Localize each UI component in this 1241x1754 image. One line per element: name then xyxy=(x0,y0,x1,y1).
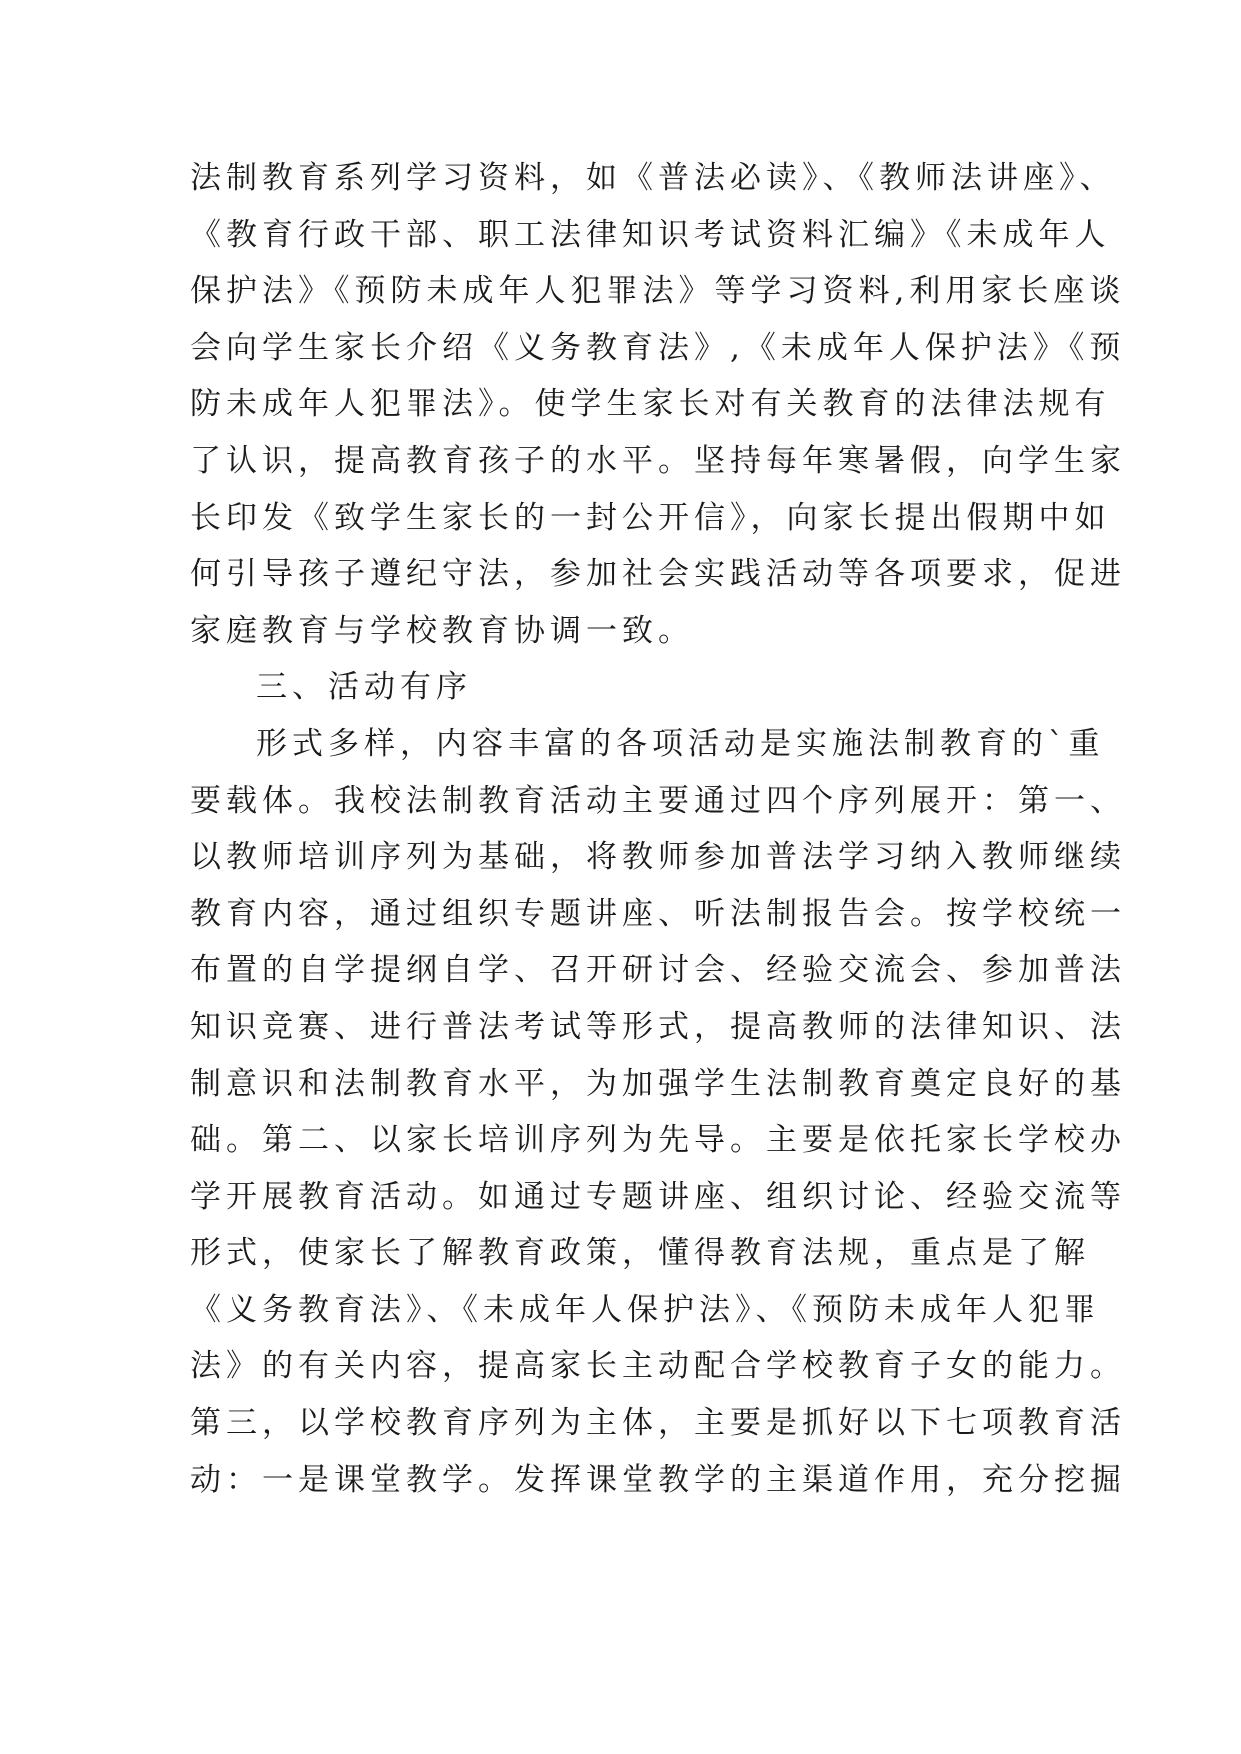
text-line: 知识竞赛、进行普法考试等形式，提高教师的法律知识、法 xyxy=(190,1008,1126,1045)
text-line: 何引导孩子遵纪守法，参加社会实践活动等各项要求，促进 xyxy=(190,556,1126,593)
text-line: 础。第二、以家长培训序列为先导。主要是依托家长学校办 xyxy=(190,1122,1126,1159)
text-line: 以教师培训序列为基础，将教师参加普法学习纳入教师继续 xyxy=(190,839,1126,876)
text-line: 教育内容，通过组织专题讲座、听法制报告会。按学校统一 xyxy=(190,895,1126,932)
text-line: 动：一是课堂教学。发挥课堂教学的主渠道作用，充分挖掘 xyxy=(190,1461,1126,1498)
text-line: 形式多样，内容丰富的各项活动是实施法制教育的`重 xyxy=(256,725,1105,762)
text-line: 法制教育系列学习资料，如《普法必读》、《教师法讲座》、 xyxy=(190,160,1116,196)
text-line: 《教育行政干部、职工法律知识考试资料汇编》《未成年人 xyxy=(190,216,1111,253)
text-line: 防未成年人犯罪法》。使学生家长对有关教育的法律法规有 xyxy=(190,386,1111,423)
text-line: 形式，使家长了解教育政策，懂得教育法规，重点是了解 xyxy=(190,1235,1090,1272)
text-line: 长印发《致学生家长的一封公开信》，向家长提出假期中如 xyxy=(190,499,1111,536)
section-heading: 三、活动有序 xyxy=(256,669,472,706)
text-line: 会向学生家长介绍《义务教育法》,《未成年人保护法》《预 xyxy=(190,329,1126,366)
text-line: 第三，以学校教育序列为主体，主要是抓好以下七项教育活 xyxy=(190,1405,1126,1442)
text-line: 要载体。我校法制教育活动主要通过四个序列展开：第一、 xyxy=(190,782,1126,819)
text-line: 布置的自学提纲自学、召开研讨会、经验交流会、参加普法 xyxy=(190,952,1126,989)
text-line: 学开展教育活动。如通过专题讲座、组织讨论、经验交流等 xyxy=(190,1178,1126,1215)
text-line: 《义务教育法》、《未成年人保护法》、《预防未成年人犯罪 xyxy=(190,1291,1100,1328)
text-line: 法》的有关内容，提高家长主动配合学校教育子女的能力。 xyxy=(190,1348,1126,1385)
text-line: 制意识和法制教育水平，为加强学生法制教育奠定良好的基 xyxy=(190,1065,1126,1102)
text-line: 了认识，提高教育孩子的水平。坚持每年寒暑假，向学生家 xyxy=(190,442,1126,479)
text-line: 家庭教育与学校教育协调一致。 xyxy=(190,612,694,649)
body-text xyxy=(190,150,1126,1508)
text-line: 保护法》《预防未成年人犯罪法》等学习资料,利用家长座谈 xyxy=(190,273,1126,310)
